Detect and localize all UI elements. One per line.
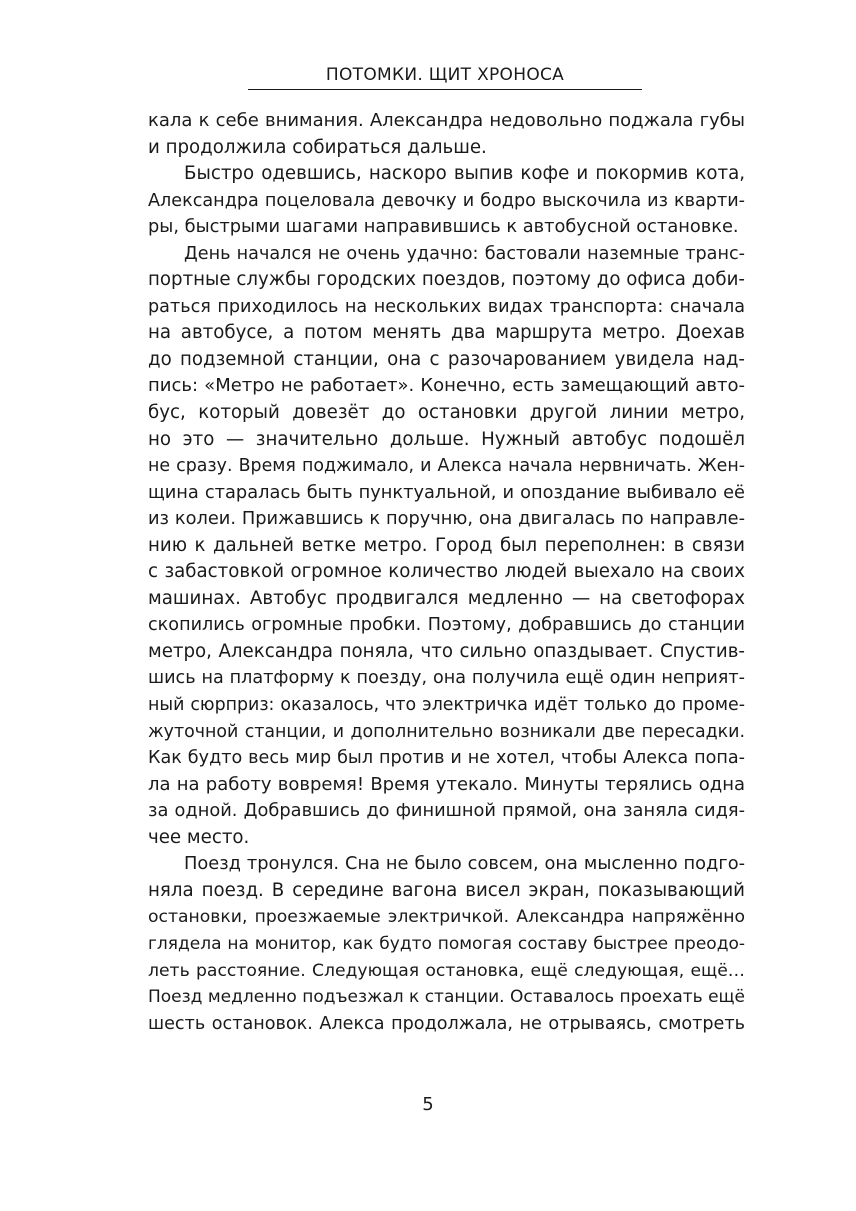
text-line: Поезд медленно подъезжал к станции. Оставалось проехать ещё [148, 987, 745, 1008]
text-line: кала к себе внимания. Александра недовольно поджала губы [148, 110, 745, 131]
text-line: шись на платформу к поезду, она получила ещё один неприят- [148, 668, 745, 689]
text-line: остановки, проезжаемые электричкой. Александра напряжённо [148, 907, 745, 928]
text-line: День начался не очень удачно: бастовали наземные транс- [184, 243, 745, 264]
text-line: Быстро одевшись, наскоро выпив кофе и покормив кота, [184, 163, 745, 185]
text-line: и продолжила собираться дальше. [148, 136, 487, 158]
text-line: жуточной станции, и дополнительно возникали две пересадки. [148, 721, 745, 742]
text-line: на автобусе, а потом менять два маршрута метро. Доехав [148, 322, 745, 344]
running-header: ПОТОМКИ. ЩИТ ХРОНОСА [248, 64, 642, 90]
text-line: щина старалась быть пунктуальной, и опоздание выбивало её [148, 481, 745, 503]
text-line: за одной. Добравшись до финишной прямой, она заняла сидя- [148, 800, 745, 822]
text-line: скопились огромные пробки. Поэтому, добравшись до станции [148, 615, 745, 636]
text-line: ла на работу вовремя! Время утекало. Минуты терялись одна [148, 773, 745, 795]
text-line: из колеи. Прижавшись к поручню, она двигалась по направле- [148, 508, 745, 530]
page-number: 5 [422, 1094, 434, 1115]
text-line: пись: «Метро не работает». Конечно, есть замещающий авто- [148, 375, 745, 397]
text-line: нию к дальней ветке метро. Город был переполнен: в связи [148, 534, 745, 556]
text-line: чее место. [148, 826, 250, 848]
text-line: но это — значительно дольше. Нужный автобус подошёл [148, 428, 745, 450]
text-line: бус, который довезёт до остановки другой линии метро, [148, 402, 745, 424]
text-line: до подземной станции, она с разочарованием увидела над- [148, 348, 745, 370]
text-line: ный сюрприз: оказалось, что электричка идёт только до проме- [148, 695, 745, 716]
text-line: Поезд тронулся. Сна не было совсем, она мысленно подго- [184, 853, 745, 875]
text-line: глядела на монитор, как будто помогая составу быстрее преодо- [148, 933, 745, 954]
text-line: с забастовкой огромное количество людей выехало на своих [148, 561, 745, 583]
text-line: метро, Александра поняла, что сильно опаздывает. Спустив- [148, 640, 745, 662]
text-line: портные службы городских поездов, поэтому до офиса доби- [148, 269, 745, 291]
text-line: не сразу. Время поджимало, и Алекса начала нервничать. Жен- [148, 456, 745, 477]
text-line: няла поезд. В середине вагона висел экран, показывающий [148, 879, 745, 901]
text-line: Как будто весь мир был против и не хотел, чтобы Алекса попа- [148, 748, 745, 769]
text-line: леть расстояние. Следующая остановка, ещё следующая, ещё… [148, 960, 745, 981]
text-line: раться приходилось на нескольких видах транспорта: сначала [148, 296, 745, 317]
text-line: машинах. Автобус продвигался медленно — на светофорах [148, 587, 745, 609]
body-text [148, 108, 745, 1037]
text-line: ры, быстрыми шагами направившись к автобусной остановке. [148, 216, 739, 238]
text-line: Александра поцеловала девочку и бодро выскочила из кварти- [148, 190, 745, 211]
text-line: шесть остановок. Алекса продолжала, не отрываясь, смотреть [148, 1013, 745, 1034]
